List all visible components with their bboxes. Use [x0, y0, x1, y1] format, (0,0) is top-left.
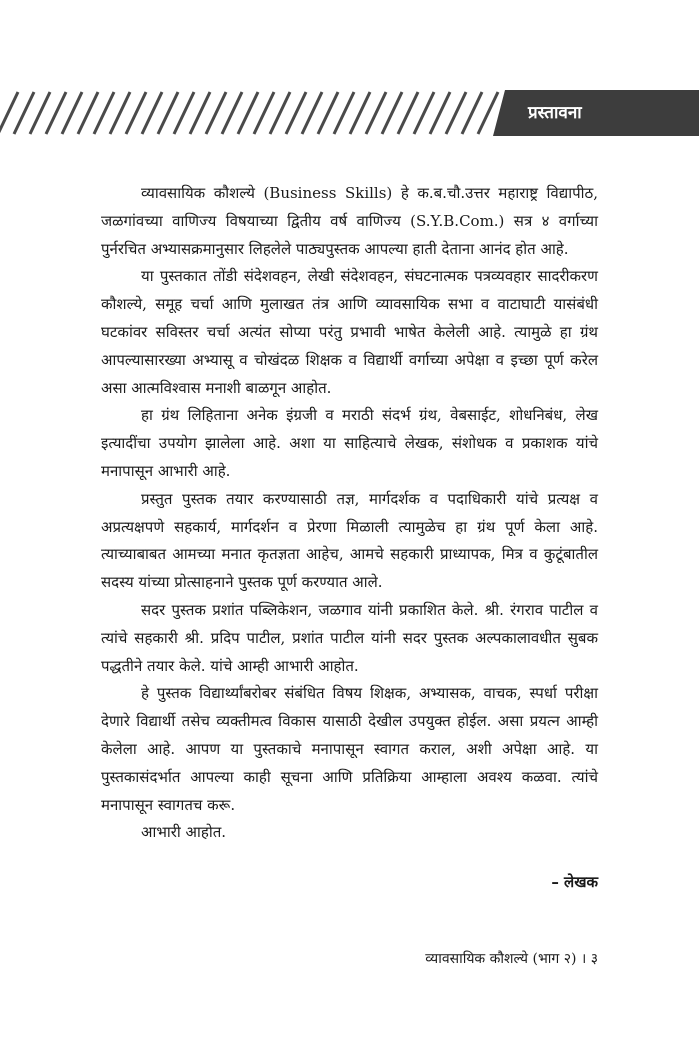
header-stripe [14, 92, 34, 134]
header-stripe [286, 92, 306, 134]
paragraph-closing: आभारी आहोत. [141, 823, 227, 842]
paragraph-3: हा ग्रंथ लिहिताना अनेक इंग्रजी व मराठी संदर्भ ग्रंथ, वेबसाईट, शोधनिबंध, लेख इत्यादींचा उपयोग झालेला आहे. अशा या साहित्याचे लेखक, संशोधक व प्रकाशक यांचे मनापासून आभारी आहे. [101, 406, 598, 480]
header-stripe [46, 92, 66, 134]
header-stripe [238, 92, 258, 134]
header-stripe [366, 92, 386, 134]
header-band [0, 88, 699, 138]
paragraph-6: हे पुस्तक विद्यार्थ्यांबरोबर संबंधित विषय शिक्षक, अभ्यासक, वाचक, स्पर्धा परीक्षा देणारे विद्यार्थी तसेच व्यक्तीमत्व विकास यासाठी देखील उपयुक्त होईल. असा प्रयत्न आम्ही केलेला आहे. आपण या पुस्तकाचे मनापासून स्वागत कराल, अशी अपेक्षा आहे. या पुस्तकासंदर्भात आपल्या काही सूचना आणि प्रतिक्रिया आम्हाला अवश्य कळवा. त्यांचे मनापासून स्वागतच करू. [101, 684, 598, 814]
header-stripe [302, 92, 322, 134]
header-stripe [142, 92, 162, 134]
page-footer: व्यावसायिक कौशल्ये (भाग २) । ३ [425, 951, 598, 967]
header-stripe [270, 92, 290, 134]
header-stripe [462, 92, 482, 134]
paragraph-2: या पुस्तकात तोंडी संदेशवहन, लेखी संदेशवहन, संघटनात्मक पत्रव्यवहार सादरीकरण कौशल्ये, समूह चर्चा आणि मुलाखत तंत्र आणि व्यावसायिक सभा व वाटाघाटी यासंबंधी घटकांवर सविस्तर चर्चा अत्यंत सोप्या परंतु प्रभावी भाषेत केलेली आहे. त्यामुळे हा ग्रंथ आपल्यासारख्या अभ्यासू व चोखंदळ शिक्षक व विद्यार्थी वर्गाच्या अपेक्षा व इच्छा पूर्ण करेल असा आत्मविश्वास मनाशी बाळगून आहोत. [101, 267, 598, 397]
paragraph-5: सदर पुस्तक प्रशांत पब्लिकेशन, जळगाव यांनी प्रकाशित केले. श्री. रंगराव पाटील व त्यांचे सहकारी श्री. प्रदिप पाटील, प्रशांत पाटील यांनी सदर पुस्तक अल्पकालावधीत सुबक पद्धतीने तयार केले. यांचे आम्ही आभारी आहोत. [101, 600, 598, 675]
header-stripe [126, 92, 146, 134]
header-stripe [174, 92, 194, 134]
header-stripe [446, 92, 466, 134]
header-stripe [334, 92, 354, 134]
header-stripe [430, 92, 450, 134]
header-stripe [414, 92, 434, 134]
header-stripe [222, 92, 242, 134]
header-stripe [478, 92, 498, 134]
paragraph-4: प्रस्तुत पुस्तक तयार करण्यासाठी तज्ञ, मार्गदर्शक व पदाधिकारी यांचे प्रत्यक्ष व अप्रत्यक्षपणे सहकार्य, मार्गदर्शन व प्रेरणा मिळाली त्यामुळेच हा ग्रंथ पूर्ण केला आहे. त्याच्याबाबत आमच्या मनात कृतज्ञता आहेच, आमचे सहकारी प्राध्यापक, मित्र व कुटूंबातील सदस्य यांच्या प्रोत्साहनाने पुस्तक पूर्ण करण्यात आले. [101, 489, 598, 592]
header-stripe [382, 92, 402, 134]
title-box [493, 90, 699, 136]
header-stripe [62, 92, 82, 134]
header-stripe [350, 92, 370, 134]
preface-body [101, 180, 598, 847]
header-stripe [206, 92, 226, 134]
header-stripes-graphic [0, 88, 699, 138]
header-stripe [94, 92, 114, 134]
header-stripe [398, 92, 418, 134]
header-stripe [158, 92, 178, 134]
page-title: प्रस्तावना [528, 103, 582, 123]
header-stripe [254, 92, 274, 134]
header-stripe [318, 92, 338, 134]
header-stripe [190, 92, 210, 134]
paragraph-1: व्यावसायिक कौशल्ये (Business Skills) हे क.ब.चौ.उत्तर महाराष्ट्र विद्यापीठ, जळगांवच्या वाणिज्य विषयाच्या द्वितीय वर्ष वाणिज्य (S.Y.B.Com.) सत्र ४ वर्गाच्या पुर्नरचित अभ्यासक्रमानुसार लिहलेले पाठ्यपुस्तक आपल्या हाती देताना आनंद होत आहे. [101, 184, 598, 258]
header-stripe [0, 92, 18, 134]
header-stripe [30, 92, 50, 134]
author-signature: – लेखक [551, 873, 598, 891]
header-stripe [110, 92, 130, 134]
header-stripe [78, 92, 98, 134]
